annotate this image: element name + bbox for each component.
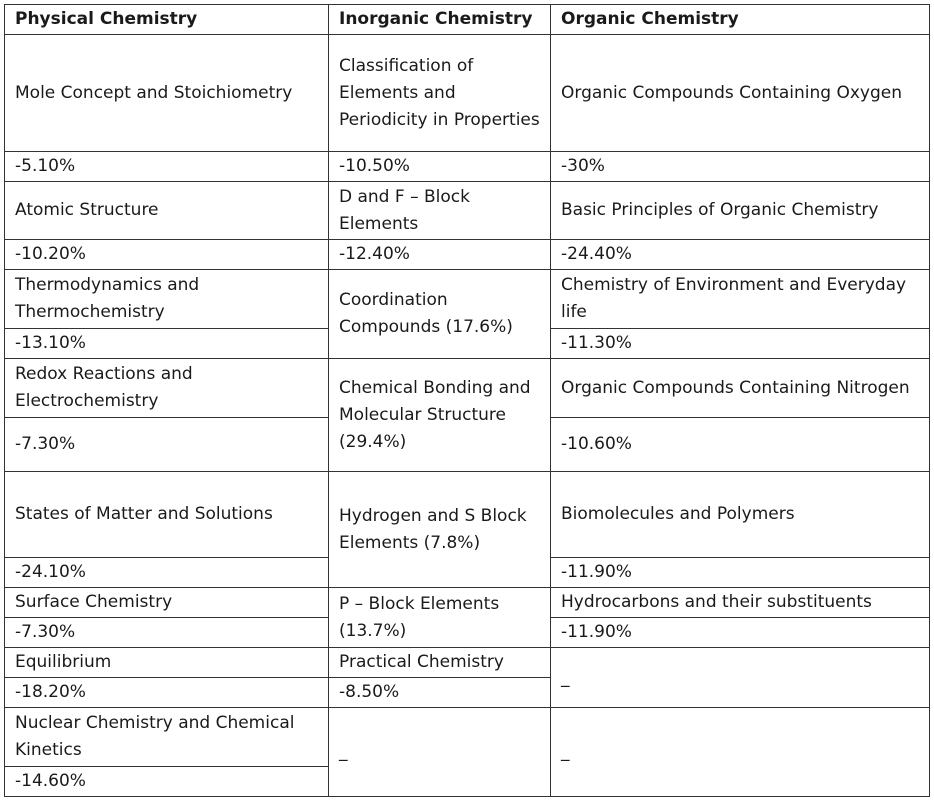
inorganic-value: -12.40% (329, 240, 551, 270)
inorganic-topic: Practical Chemistry (329, 648, 551, 678)
physical-value: -7.30% (5, 618, 329, 648)
table-row (5, 35, 930, 152)
table-row (5, 708, 930, 767)
organic-topic: Biomolecules and Polymers (551, 472, 930, 558)
organic-value: -11.90% (551, 558, 930, 588)
header-physical: Physical Chemistry (5, 5, 329, 35)
organic-value: -11.30% (551, 329, 930, 359)
inorganic-value: -10.50% (329, 152, 551, 182)
physical-topic: Mole Concept and Stoichiometry (5, 35, 329, 152)
inorganic-topic: Chemical Bonding and Molecular Structure (29.4%) (329, 359, 551, 472)
inorganic-empty-marker: _ (329, 708, 551, 797)
table-row (5, 648, 930, 678)
physical-topic: Atomic Structure (5, 182, 329, 240)
table-row (5, 152, 930, 182)
organic-empty-marker: _ (551, 708, 930, 797)
organic-topic: Hydrocarbons and their substituents (551, 588, 930, 618)
inorganic-topic: Hydrogen and S Block Elements (7.8%) (329, 472, 551, 588)
organic-topic: Chemistry of Environment and Everyday life (551, 270, 930, 329)
chemistry-topics-table (4, 4, 930, 797)
organic-empty-marker: _ (551, 648, 930, 708)
physical-value: -18.20% (5, 678, 329, 708)
inorganic-topic: Classification of Elements and Periodicity in Properties (329, 35, 551, 152)
table-row (5, 588, 930, 618)
organic-topic: Organic Compounds Containing Nitrogen (551, 359, 930, 418)
organic-topic: Organic Compounds Containing Oxygen (551, 35, 930, 152)
physical-topic: Redox Reactions and Electrochemistry (5, 359, 329, 418)
inorganic-topic: D and F – Block Elements (329, 182, 551, 240)
organic-value: -11.90% (551, 618, 930, 648)
physical-value: -7.30% (5, 418, 329, 472)
physical-topic: Equilibrium (5, 648, 329, 678)
table-row (5, 182, 930, 240)
physical-topic: Nuclear Chemistry and Chemical Kinetics (5, 708, 329, 767)
table-row (5, 270, 930, 329)
physical-topic: Thermodynamics and Thermochemistry (5, 270, 329, 329)
physical-topic: Surface Chemistry (5, 588, 329, 618)
organic-value: -30% (551, 152, 930, 182)
physical-value: -14.60% (5, 767, 329, 797)
inorganic-topic: P – Block Elements (13.7%) (329, 588, 551, 648)
header-organic: Organic Chemistry (551, 5, 930, 35)
physical-value: -24.10% (5, 558, 329, 588)
inorganic-topic: Coordination Compounds (17.6%) (329, 270, 551, 359)
table-row (5, 240, 930, 270)
inorganic-value: -8.50% (329, 678, 551, 708)
physical-value: -10.20% (5, 240, 329, 270)
organic-topic: Basic Principles of Organic Chemistry (551, 182, 930, 240)
table-row (5, 359, 930, 418)
header-row (5, 5, 930, 35)
physical-topic: States of Matter and Solutions (5, 472, 329, 558)
organic-value: -24.40% (551, 240, 930, 270)
physical-value: -13.10% (5, 329, 329, 359)
table-row (5, 472, 930, 558)
header-inorganic: Inorganic Chemistry (329, 5, 551, 35)
organic-value: -10.60% (551, 418, 930, 472)
physical-value: -5.10% (5, 152, 329, 182)
